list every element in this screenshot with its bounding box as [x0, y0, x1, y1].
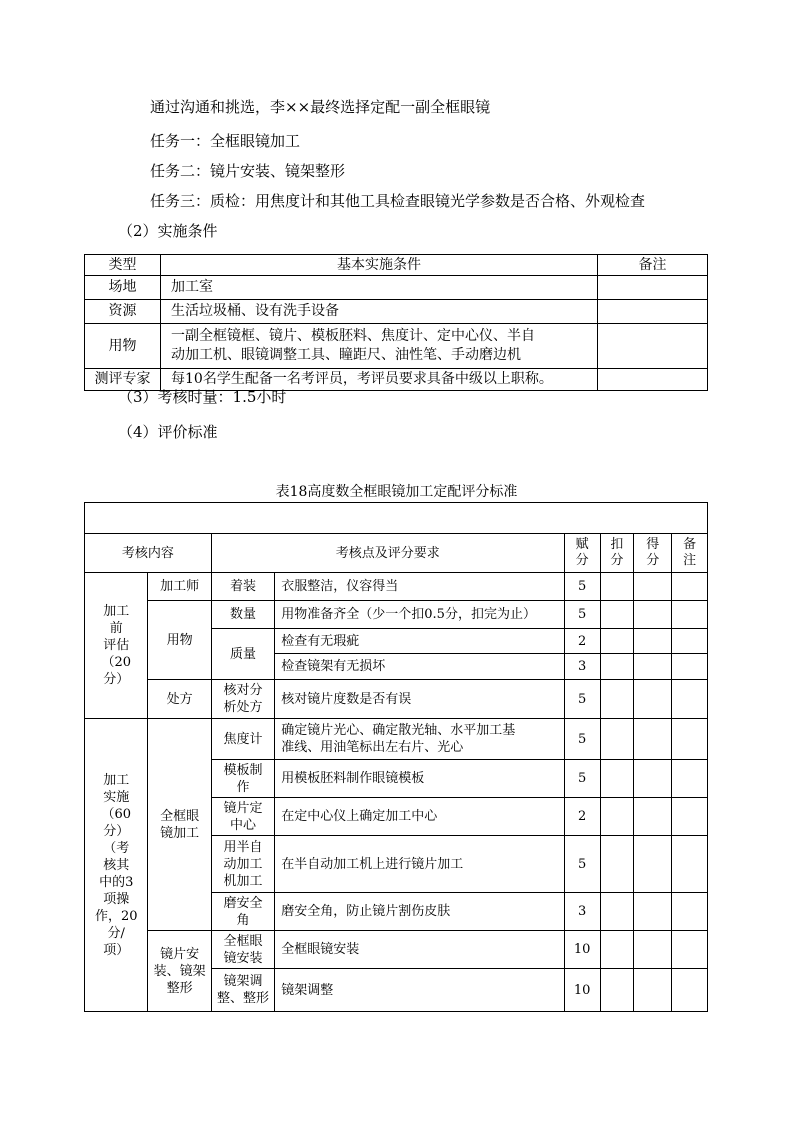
remark-cell	[672, 573, 708, 601]
table-caption: 表18高度数全框眼镜加工定配评分标准	[275, 484, 518, 500]
deduct-cell	[600, 760, 634, 798]
table-header-row	[85, 534, 708, 573]
phase-line: 作，20	[94, 908, 138, 924]
phase-line: 评估	[103, 638, 130, 653]
sub-semiauto	[211, 836, 274, 893]
header-note: 备注	[598, 255, 708, 276]
sub-install	[211, 931, 274, 969]
phase-line: 前	[109, 621, 123, 636]
row-note	[598, 369, 708, 391]
table-row	[85, 680, 708, 719]
row-condition	[161, 324, 598, 369]
table-header-row	[85, 255, 708, 276]
sub-line: 模板制	[223, 762, 263, 778]
table-row	[85, 601, 708, 629]
table-row	[85, 573, 708, 601]
deduct-cell	[600, 969, 634, 1012]
phase-processing	[85, 719, 148, 1012]
score-quantity: 5	[564, 601, 600, 629]
get-cell	[634, 629, 672, 654]
remark-cell	[672, 719, 708, 760]
header-remark: 备注	[672, 534, 708, 573]
category-line: 全框眼	[160, 808, 200, 824]
section-duration: （3）考核时量：1.5小时	[118, 388, 287, 406]
category-processor: 加工师	[148, 573, 211, 601]
sub-line: 机加工	[223, 873, 263, 889]
sub-quantity: 数量	[211, 601, 274, 629]
sub-adjust	[211, 969, 274, 1012]
req-focimeter	[275, 719, 565, 760]
sub-line: 动加工	[223, 856, 263, 872]
sub-verify	[211, 680, 274, 719]
deduct-cell	[600, 931, 634, 969]
sub-line: 整、整形	[217, 991, 270, 1006]
condition-line: 一副全框镜框、镜片、模板胚料、焦度计、定中心仪、半自	[171, 328, 535, 344]
req-verify: 核对镜片度数是否有误	[275, 680, 565, 719]
task-two: 任务二：镜片安装、镜架整形	[150, 162, 346, 180]
category-fullframe	[148, 719, 211, 931]
remark-cell	[672, 893, 708, 931]
deduct-cell	[600, 629, 634, 654]
deduct-cell	[600, 719, 634, 760]
row-condition: 每10名学生配备一名考评员，考评员要求具备中级以上职称。	[161, 369, 598, 391]
phase-line: 项）	[103, 942, 130, 958]
category-line: 装、镜架	[153, 963, 206, 979]
score-flaw: 2	[564, 629, 600, 654]
req-line: 确定镜片光心、确定散光轴、水平加工基	[281, 723, 516, 738]
score-verify: 5	[564, 680, 600, 719]
score-focimeter: 5	[564, 719, 600, 760]
row-note	[598, 324, 708, 369]
conditions-table	[84, 254, 708, 391]
header-type: 类型	[85, 255, 161, 276]
req-quantity: 用物准备齐全（少一个扣0.5分，扣完为止）	[275, 601, 565, 629]
deduct-cell	[600, 836, 634, 893]
table-row	[85, 276, 708, 300]
req-safety: 磨安全角，防止镜片割伤皮肤	[275, 893, 565, 931]
table-title-row	[85, 503, 708, 534]
req-damage: 检查镜架有无损坏	[275, 654, 565, 680]
section-criteria-heading: （4）评价标准	[118, 423, 218, 441]
task-one: 任务一：全框眼镜加工	[150, 132, 301, 150]
row-type: 场地	[85, 276, 161, 300]
header-deduct: 扣分	[600, 534, 634, 573]
score-centering: 2	[564, 798, 600, 836]
get-cell	[634, 601, 672, 629]
sub-line: 析处方	[223, 700, 263, 715]
phase-line: 分）	[103, 823, 130, 839]
phase-line: 分）	[103, 672, 130, 687]
get-cell	[634, 760, 672, 798]
sub-attire: 着装	[211, 573, 274, 601]
header-points: 考核点及评分要求	[211, 534, 564, 573]
get-cell	[634, 680, 672, 719]
phase-line: 加工	[103, 772, 130, 788]
phase-line: 加工	[103, 604, 130, 619]
sub-line: 镜片定	[223, 800, 263, 816]
req-flaw: 检查有无瑕疵	[275, 629, 565, 654]
phase-line: （考	[103, 840, 130, 856]
condition-line: 动加工机、眼镜调整工具、瞳距尺、油性笔、手动磨边机	[171, 347, 521, 363]
remark-cell	[672, 654, 708, 680]
sub-focimeter: 焦度计	[211, 719, 274, 760]
deduct-cell	[600, 680, 634, 719]
task-three: 任务三：质检：用焦度计和其他工具检查眼镜光学参数是否合格、外观检查	[150, 192, 646, 210]
sub-centering	[211, 798, 274, 836]
remark-cell	[672, 836, 708, 893]
sub-template	[211, 760, 274, 798]
deduct-cell	[600, 573, 634, 601]
header-score: 赋分	[564, 534, 600, 573]
header-content: 考核内容	[85, 534, 212, 573]
score-safety: 3	[564, 893, 600, 931]
phase-line: 实施	[103, 789, 130, 805]
remark-cell	[672, 931, 708, 969]
phase-line: （60	[101, 806, 131, 822]
score-template: 5	[564, 760, 600, 798]
phase-pre-assessment	[85, 573, 148, 719]
get-cell	[634, 654, 672, 680]
table-row	[85, 324, 708, 369]
remark-cell	[672, 629, 708, 654]
row-type: 资源	[85, 300, 161, 324]
remark-cell	[672, 601, 708, 629]
row-condition: 生活垃圾桶、设有洗手设备	[161, 300, 598, 324]
sub-safety	[211, 893, 274, 931]
deduct-cell	[600, 893, 634, 931]
category-line: 整形	[166, 980, 193, 996]
section-conditions-heading: （2）实施条件	[118, 222, 218, 240]
score-adjust: 10	[564, 969, 600, 1012]
get-cell	[634, 931, 672, 969]
req-semiauto: 在半自动加工机上进行镜片加工	[275, 836, 565, 893]
sub-line: 用半自	[223, 839, 263, 855]
sub-line: 角	[236, 912, 250, 928]
get-cell	[634, 719, 672, 760]
table-row	[85, 300, 708, 324]
header-get: 得分	[634, 534, 672, 573]
remark-cell	[672, 680, 708, 719]
deduct-cell	[600, 798, 634, 836]
row-type: 用物	[85, 324, 161, 369]
category-lens-install	[148, 931, 211, 1012]
sub-line: 作	[236, 779, 250, 795]
category-prescription: 处方	[148, 680, 211, 719]
blank-title-cell	[85, 503, 708, 534]
phase-line: 中的3	[99, 874, 134, 890]
phase-line: 核其	[103, 857, 130, 873]
score-semiauto: 5	[564, 836, 600, 893]
category-line: 镜加工	[160, 825, 200, 841]
score-attire: 5	[564, 573, 600, 601]
row-condition: 加工室	[161, 276, 598, 300]
req-centering: 在定中心仪上确定加工中心	[275, 798, 565, 836]
scoring-table	[84, 502, 708, 1012]
remark-cell	[672, 798, 708, 836]
sub-line: 镜安装	[223, 950, 263, 966]
phase-line: 分/	[107, 925, 125, 941]
row-type: 测评专家	[85, 369, 161, 391]
sub-line: 全框眼	[223, 933, 263, 949]
req-template: 用模板胚料制作眼镜模板	[275, 760, 565, 798]
get-cell	[634, 573, 672, 601]
category-line: 镜片安	[160, 946, 200, 962]
remark-cell	[672, 969, 708, 1012]
score-install: 10	[564, 931, 600, 969]
get-cell	[634, 969, 672, 1012]
category-materials: 用物	[148, 601, 211, 680]
sub-quality: 质量	[211, 629, 274, 680]
req-install: 全框眼镜安装	[275, 931, 565, 969]
score-damage: 3	[564, 654, 600, 680]
remark-cell	[672, 760, 708, 798]
phase-line: （20	[101, 655, 131, 670]
table-row	[85, 719, 708, 760]
get-cell	[634, 836, 672, 893]
sub-line: 镜架调	[223, 974, 263, 989]
req-adjust: 镜架调整	[275, 969, 565, 1012]
req-line: 准线、用油笔标出左右片、光心	[281, 740, 464, 755]
deduct-cell	[600, 654, 634, 680]
table-row	[85, 931, 708, 969]
phase-line: 项操	[103, 891, 130, 907]
deduct-cell	[600, 601, 634, 629]
req-attire: 衣服整洁，仪容得当	[275, 573, 565, 601]
intro-line: 通过沟通和挑选，李××最终选择定配一副全框眼镜	[150, 98, 491, 116]
header-conditions: 基本实施条件	[161, 255, 598, 276]
row-note	[598, 276, 708, 300]
row-note	[598, 300, 708, 324]
sub-line: 磨安全	[223, 895, 263, 911]
sub-line: 核对分	[223, 683, 263, 698]
get-cell	[634, 893, 672, 931]
get-cell	[634, 798, 672, 836]
sub-line: 中心	[230, 817, 257, 833]
